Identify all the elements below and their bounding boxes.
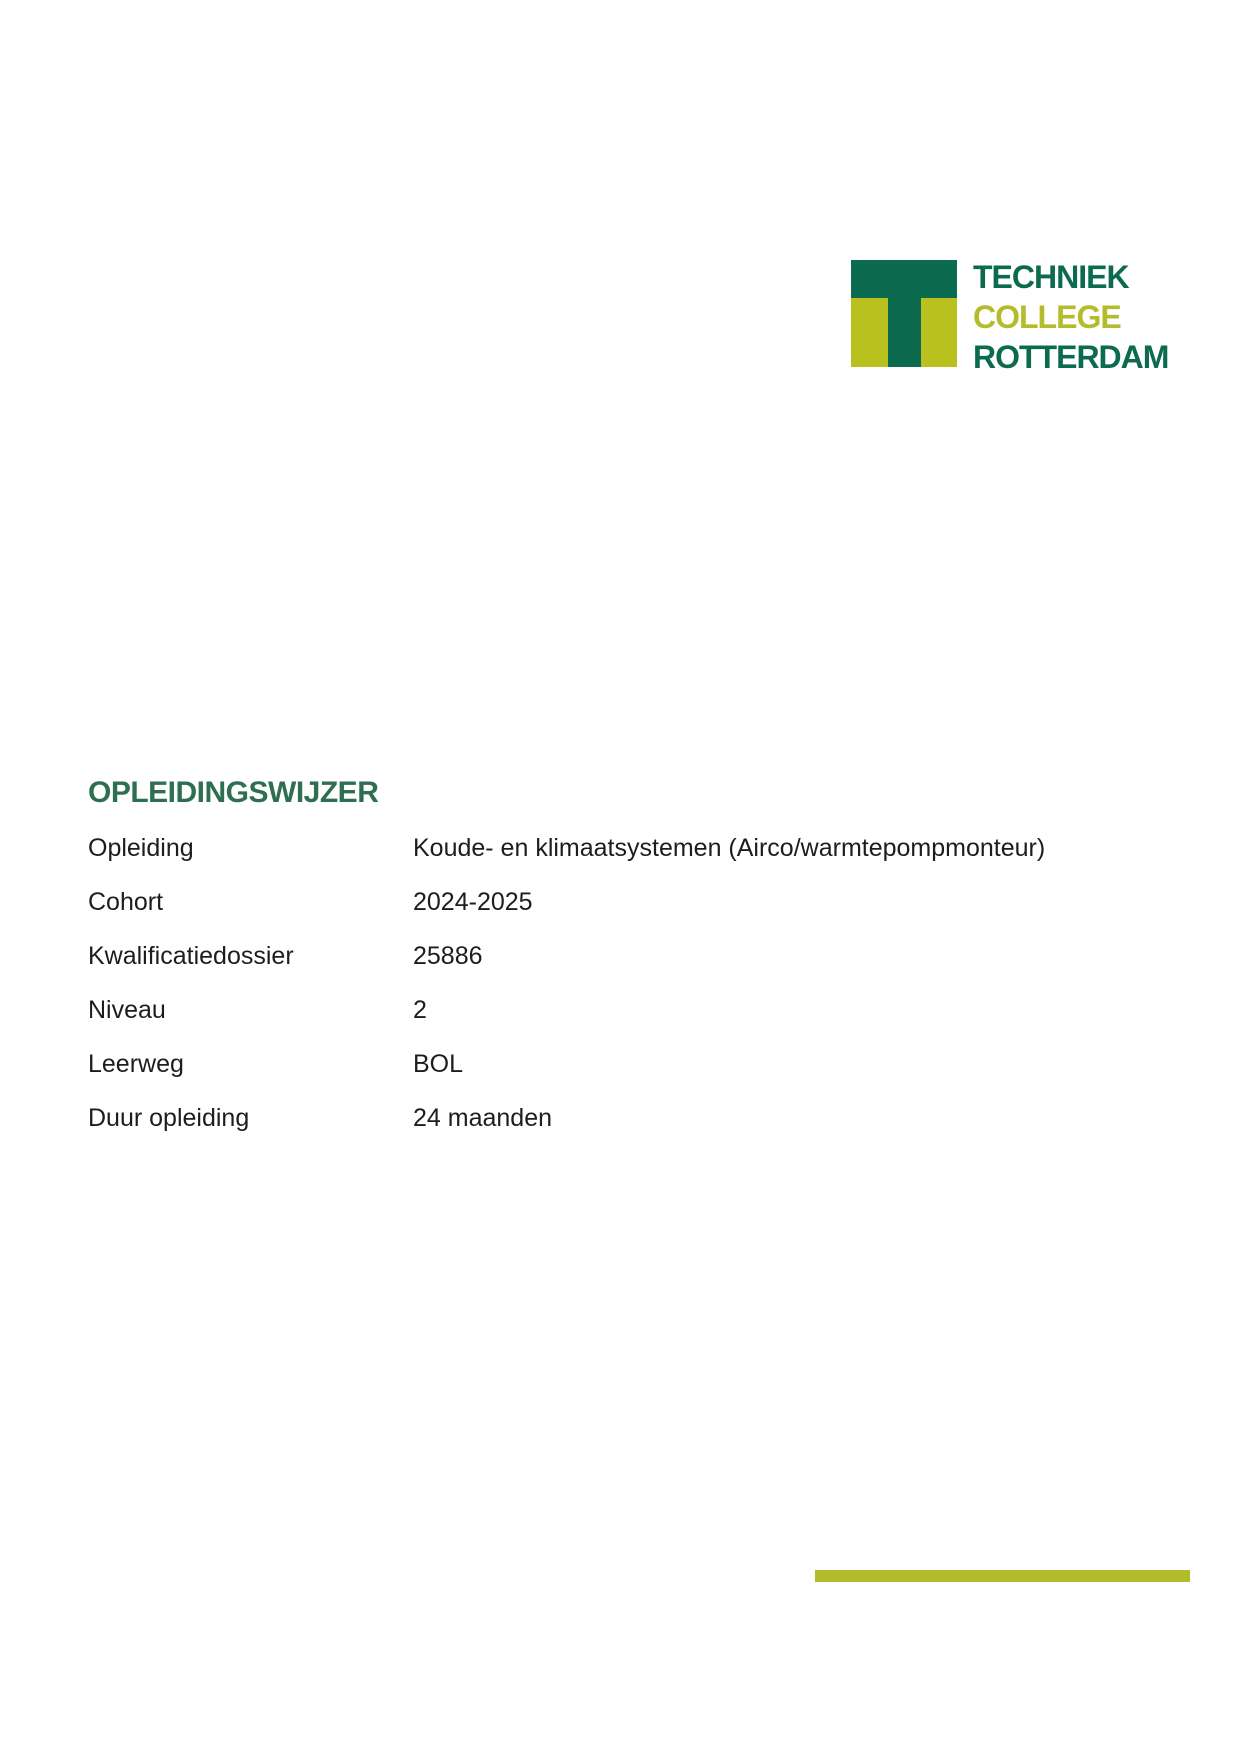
row-value: 24 maanden	[413, 1104, 553, 1132]
table-row	[88, 995, 1148, 1049]
row-label: Kwalificatiedossier	[88, 942, 294, 970]
row-label: Cohort	[88, 888, 164, 916]
row-label: Niveau	[88, 996, 166, 1024]
t-logo-right-block	[921, 298, 957, 367]
table-row	[88, 833, 1148, 887]
footer-accent-bar	[815, 1570, 1190, 1582]
t-logo-left-block	[851, 298, 888, 367]
page-title: OPLEIDINGSWIJZER	[88, 776, 379, 809]
t-logo-stem	[888, 298, 921, 367]
table-row	[88, 1103, 1148, 1157]
row-value: 2	[413, 996, 427, 1024]
row-label: Leerweg	[88, 1050, 184, 1078]
row-value: 25886	[413, 942, 483, 970]
row-value: Koude- en klimaatsystemen (Airco/warmtepompmonteur)	[413, 834, 1046, 862]
opleiding-details-table	[88, 833, 1148, 1157]
logo-line-rotterdam: ROTTERDAM	[973, 339, 1169, 375]
row-value: 2024-2025	[413, 888, 533, 916]
techniek-college-rotterdam-logo	[851, 260, 1168, 377]
t-logo-icon	[851, 260, 957, 367]
row-label: Duur opleiding	[88, 1104, 250, 1132]
logo-line-college: COLLEGE	[973, 299, 1121, 335]
row-value: BOL	[413, 1050, 464, 1078]
logo-line-techniek: TECHNIEK	[973, 259, 1129, 295]
table-row	[88, 887, 1148, 941]
row-label: Opleiding	[88, 834, 194, 862]
table-row	[88, 941, 1148, 995]
table-row	[88, 1049, 1148, 1103]
t-logo-crossbar	[851, 260, 957, 298]
logo-wordmark	[973, 257, 1168, 377]
